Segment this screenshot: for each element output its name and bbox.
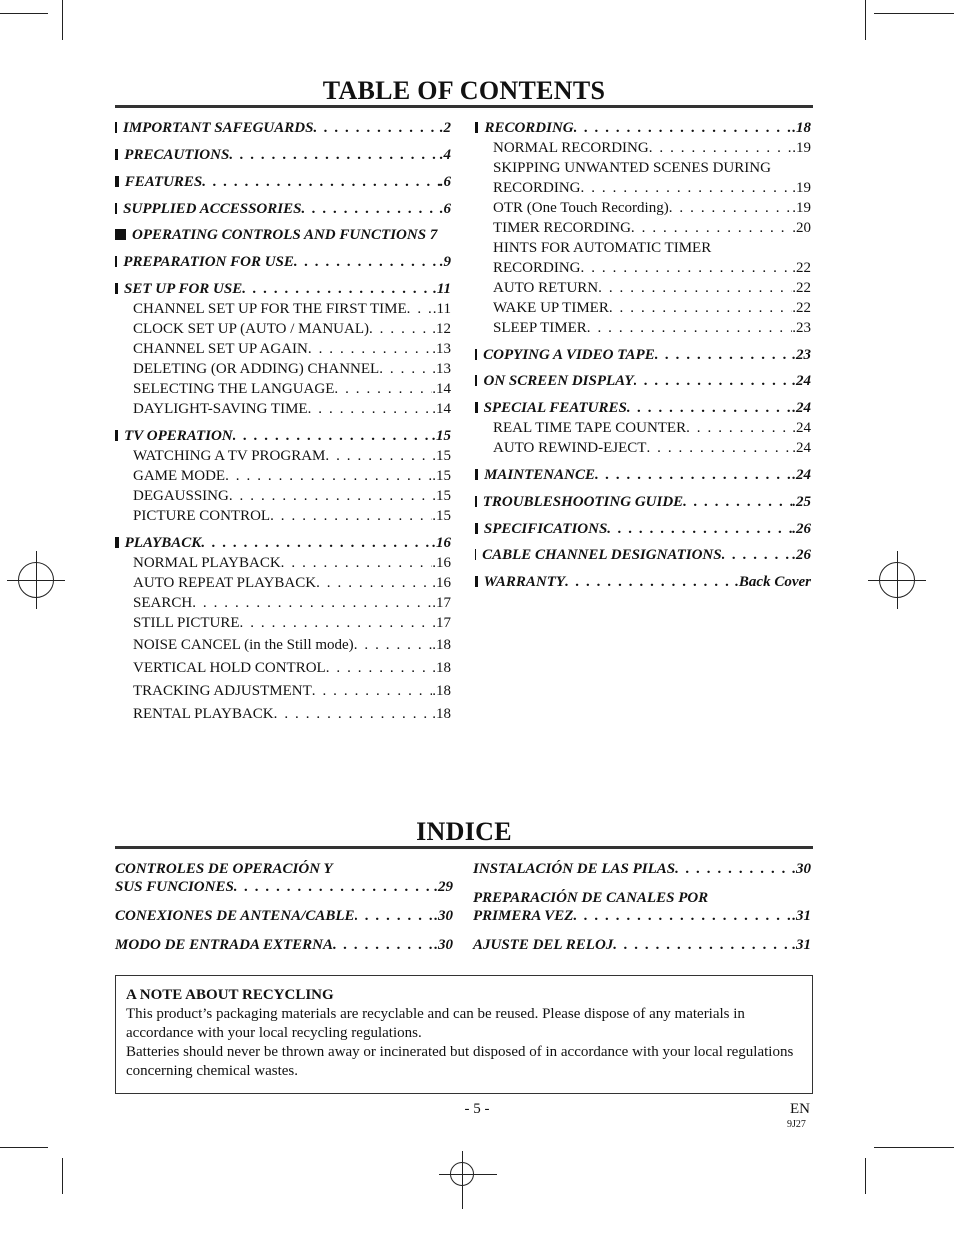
leader-dots: [225, 466, 432, 486]
toc-page-number: .19: [792, 140, 811, 156]
leader-dots: [587, 318, 792, 338]
toc-label: COPYING A VIDEO TAPE: [483, 347, 655, 363]
toc-page-number: .25: [792, 494, 811, 510]
indice-label-line: CONTROLES DE OPERACIÓN Y: [115, 861, 333, 877]
toc-subentry: [115, 658, 451, 678]
bullet-square-icon: [115, 537, 119, 548]
leader-dots: [565, 572, 735, 592]
toc-page-number: .11: [433, 281, 451, 297]
bullet-square-icon: [115, 122, 117, 133]
toc-label: SLEEP TIMER: [493, 320, 587, 336]
toc-section-entry: [475, 345, 811, 365]
leader-dots: [649, 138, 793, 158]
indice-page-number: .31: [792, 908, 811, 924]
toc-page-number: .16: [432, 555, 451, 571]
bullet-square-icon: [475, 402, 478, 413]
toc-subentry: [475, 438, 811, 458]
indice-entry: [115, 907, 453, 925]
toc-label: WAKE UP TIMER: [493, 300, 609, 316]
toc-page-number: .12: [432, 321, 451, 337]
toc-label: CHANNEL SET UP FOR THE FIRST TIME: [133, 301, 407, 317]
leader-dots: [242, 279, 433, 299]
toc-page-number: .15: [432, 488, 451, 504]
toc-label: PICTURE CONTROL: [133, 508, 271, 524]
toc-label: NOISE CANCEL (in the Still mode): [133, 637, 354, 653]
toc-page-number: .13: [432, 361, 451, 377]
toc-subentry: [115, 466, 451, 486]
leader-dots: [355, 907, 435, 925]
indice-row: [115, 907, 453, 925]
toc-label: SET UP FOR USE: [124, 281, 243, 297]
toc-subentry: [475, 298, 811, 318]
leader-dots: [308, 339, 432, 359]
crop-mark: [874, 1147, 954, 1148]
toc-label: VERTICAL HOLD CONTROL: [133, 660, 326, 676]
toc-label: PLAYBACK: [124, 535, 202, 551]
toc-label: AUTO REPEAT PLAYBACK: [133, 575, 317, 591]
toc-section-entry: [115, 426, 451, 446]
toc-section-entry: [475, 572, 811, 592]
indice-entry: [473, 889, 811, 925]
bullet-square-icon: [115, 430, 118, 441]
toc-subentry: [475, 258, 811, 278]
note-paragraph: This product’s packaging materials are recyclable and can be reused. Please dispose of any materials in accordance with your local recycling regulations.: [126, 1006, 745, 1041]
toc-label: REAL TIME TAPE COUNTER: [493, 420, 687, 436]
toc-section-entry: [115, 145, 451, 165]
leader-dots: [607, 519, 792, 539]
leader-dots: [316, 573, 432, 593]
indice-label: MODO DE ENTRADA EXTERNA: [115, 937, 333, 953]
indice-row: [115, 936, 453, 954]
toc-page-number: .15: [432, 508, 451, 524]
toc-label: CHANNEL SET UP AGAIN: [133, 341, 308, 357]
toc-subentry: [475, 218, 811, 238]
indice-entry: [115, 860, 453, 896]
toc-label: AUTO RETURN: [493, 280, 599, 296]
crop-mark: [874, 13, 954, 14]
toc-page-number: .13: [432, 341, 451, 357]
toc-page-number: .6: [439, 201, 451, 217]
toc-section-entry: [115, 172, 451, 192]
toc-subentry: [115, 681, 451, 701]
toc-page-number: .20: [792, 220, 811, 236]
toc-subentry: [115, 553, 451, 573]
bullet-square-icon: [115, 149, 118, 160]
toc-section-entry: [475, 398, 811, 418]
toc-subentry: [115, 613, 451, 633]
bullet-square-icon: [115, 203, 117, 214]
registration-mark: [18, 562, 54, 598]
toc-subentry: [115, 299, 451, 319]
registration-mark: [450, 1162, 474, 1186]
leader-dots: [581, 178, 793, 198]
leader-dots: [313, 118, 439, 138]
toc-label: TROUBLESHOOTING GUIDE: [482, 494, 684, 510]
toc-section-entry: [475, 118, 811, 138]
toc-subentry: [475, 418, 811, 438]
indice-entry: [473, 860, 811, 878]
recycling-note: [115, 975, 813, 1094]
indice-entry: [473, 936, 811, 954]
toc-label: DAYLIGHT-SAVING TIME: [133, 401, 308, 417]
toc-label: NORMAL PLAYBACK: [133, 555, 281, 571]
toc-title: TABLE OF CONTENTS: [322, 76, 606, 105]
indice-left-column: [115, 860, 453, 965]
toc-label: AUTO REWIND-EJECT: [493, 440, 647, 456]
toc-label: SUPPLIED ACCESSORIES: [123, 201, 302, 217]
leader-dots: [240, 613, 433, 633]
toc-section-entry: [475, 545, 811, 565]
toc-page-number: .19: [792, 180, 811, 196]
toc-left-column: [115, 118, 451, 724]
toc-subentry: [115, 319, 451, 339]
toc-page-number: .22: [792, 280, 811, 296]
indice-label: PRIMERA VEZ: [473, 908, 574, 924]
crop-mark: [62, 0, 63, 40]
toc-page-number: .24: [792, 467, 811, 483]
toc-label: CLOCK SET UP (AUTO / MANUAL): [133, 321, 369, 337]
indice-label: CONEXIONES DE ANTENA/CABLE: [115, 908, 355, 924]
indice-row: [473, 907, 811, 925]
toc-section-entry: [475, 371, 811, 391]
indice-rule: [115, 846, 813, 849]
crop-mark: [865, 1158, 866, 1194]
leader-dots: [201, 533, 432, 553]
indice-label-line: PREPARACIÓN DE CANALES POR: [473, 890, 709, 906]
leader-dots: [595, 465, 792, 485]
toc-page-number: .15: [432, 468, 451, 484]
leader-dots: [574, 118, 793, 138]
bullet-square-icon: [115, 256, 117, 267]
leader-dots: [686, 418, 792, 438]
toc-subentry: [475, 318, 811, 338]
bullet-square-icon: [475, 496, 477, 507]
leader-dots: [683, 492, 792, 512]
toc-page-number: .14: [432, 381, 451, 397]
toc-section-entry: [115, 118, 451, 138]
toc-subentry: [475, 178, 811, 198]
toc-section-entry: [475, 519, 811, 539]
toc-page-number: .18: [432, 683, 451, 699]
toc-label: PREPARATION FOR USE: [123, 254, 294, 270]
leader-dots: [722, 545, 793, 565]
toc-subentry: [115, 486, 451, 506]
language-code: EN: [790, 1101, 810, 1117]
toc-label: SELECTING THE LANGUAGE: [133, 381, 335, 397]
document-code: 9J27: [787, 1119, 806, 1130]
bullet-square-icon: [475, 576, 478, 587]
crop-mark: [0, 13, 48, 14]
toc-page-number: .17: [432, 615, 451, 631]
toc-label: GAME MODE: [133, 468, 226, 484]
indice-row: [473, 860, 811, 878]
toc-page-number: .18: [432, 706, 451, 722]
leader-dots: [234, 878, 434, 896]
toc-label: DELETING (OR ADDING) CHANNEL: [133, 361, 380, 377]
leader-dots: [379, 359, 432, 379]
leader-dots: [325, 446, 432, 466]
toc-label: ON SCREEN DISPLAY: [483, 373, 634, 389]
toc-page-number: .15: [432, 428, 451, 444]
toc-page-number: .26: [792, 547, 811, 563]
leader-dots: [609, 298, 792, 318]
indice-page-number: .29: [434, 879, 453, 895]
bullet-square-icon: [115, 229, 126, 240]
toc-page-number: .22: [792, 260, 811, 276]
toc-page-number: .11: [432, 301, 451, 317]
toc-section-entry: [475, 492, 811, 512]
toc-label: RENTAL PLAYBACK: [133, 706, 274, 722]
leader-dots: [229, 486, 432, 506]
indice-title: INDICE: [416, 817, 512, 846]
toc-page-number: .22: [792, 300, 811, 316]
toc-subentry: [115, 379, 451, 399]
toc-label: TRACKING ADJUSTMENT: [133, 683, 312, 699]
registration-mark: [879, 562, 915, 598]
toc-label: HINTS FOR AUTOMATIC TIMER: [493, 240, 712, 256]
toc-subentry: [115, 635, 451, 655]
toc-page-number: .16: [432, 535, 451, 551]
toc-page-number: .16: [432, 575, 451, 591]
indice-entry: [115, 936, 453, 954]
leader-dots: [281, 553, 433, 573]
leader-dots: [192, 593, 432, 613]
leader-dots: [675, 860, 792, 878]
indice-row: [473, 936, 811, 954]
toc-label: IMPORTANT SAFEGUARDS: [122, 120, 314, 136]
toc-page-number: .4: [439, 147, 451, 163]
toc-label: PRECAUTIONS: [124, 147, 230, 163]
toc-subentry: [475, 238, 811, 258]
toc-page-number: .9: [439, 254, 451, 270]
note-title: A NOTE ABOUT RECYCLING: [126, 987, 334, 1003]
indice-label: INSTALACIÓN DE LAS PILAS: [473, 861, 676, 877]
toc-subentry: [115, 593, 451, 613]
toc-section-entry: [475, 465, 811, 485]
leader-dots: [301, 199, 439, 219]
toc-page-number: .24: [792, 400, 811, 416]
toc-subentry: [115, 359, 451, 379]
leader-dots: [294, 252, 440, 272]
toc-section-entry: [115, 225, 451, 245]
toc-section-entry: [115, 279, 451, 299]
bullet-square-icon: [115, 283, 118, 294]
leader-dots: [634, 371, 793, 391]
leader-dots: [274, 704, 433, 724]
indice-label: SUS FUNCIONES: [115, 879, 234, 895]
toc-label: STILL PICTURE: [133, 615, 240, 631]
leader-dots: [573, 907, 792, 925]
toc-label: MAINTENANCE: [484, 467, 595, 483]
toc-page-number: .18: [432, 637, 451, 653]
toc-section-entry: [115, 199, 451, 219]
leader-dots: [631, 218, 792, 238]
toc-page-number: .26: [792, 521, 811, 537]
toc-label: TV OPERATION: [124, 428, 233, 444]
toc-subentry: [115, 704, 451, 724]
toc-page-number: .24: [792, 440, 811, 456]
toc-label: SPECIFICATIONS: [483, 521, 608, 537]
leader-dots: [333, 936, 434, 954]
leader-dots: [646, 438, 792, 458]
indice-page-number: .30: [792, 861, 811, 877]
leader-dots: [326, 658, 433, 678]
indice-page-number: .30: [434, 908, 453, 924]
note-paragraph: Batteries should never be thrown away or incinerated but disposed of in accordance with your local regulations concerning chemical wastes.: [126, 1044, 794, 1079]
toc-label: RECORDING: [484, 120, 574, 136]
page-number: - 5 -: [464, 1101, 490, 1117]
toc-label: WARRANTY: [483, 574, 566, 590]
toc-label: OPERATING CONTROLS AND FUNCTIONS 7: [132, 227, 438, 243]
toc-page-number: .18: [792, 120, 811, 136]
leader-dots: [598, 278, 792, 298]
leader-dots: [202, 172, 439, 192]
toc-page-number: .6: [439, 174, 451, 190]
toc-page-number: .24: [792, 373, 811, 389]
bullet-square-icon: [115, 176, 119, 187]
leader-dots: [354, 635, 433, 655]
leader-dots: [233, 426, 433, 446]
toc-label: WATCHING A TV PROGRAM: [133, 448, 326, 464]
toc-subentry: [475, 158, 811, 178]
toc-page-number: .17: [432, 595, 451, 611]
toc-label: NORMAL RECORDING: [493, 140, 649, 156]
indice-page-number: .31: [792, 937, 811, 953]
toc-subentry: [475, 138, 811, 158]
leader-dots: [581, 258, 793, 278]
toc-page-number: .23: [792, 320, 811, 336]
leader-dots: [613, 936, 792, 954]
toc-subentry: [475, 278, 811, 298]
bullet-square-icon: [475, 523, 478, 534]
toc-subentry: [115, 399, 451, 419]
toc-label: OTR (One Touch Recording): [493, 200, 669, 216]
toc-subentry: [115, 339, 451, 359]
toc-label: DEGAUSSING: [133, 488, 229, 504]
toc-page-number: .18: [432, 660, 451, 676]
bullet-square-icon: [475, 469, 478, 480]
leader-dots: [229, 145, 439, 165]
toc-subentry: [115, 446, 451, 466]
toc-page-number: .Back Cover: [735, 574, 811, 590]
toc-label: TIMER RECORDING: [493, 220, 631, 236]
toc-section-entry: [115, 533, 451, 553]
indice-page-number: .30: [434, 937, 453, 953]
crop-mark: [0, 1147, 48, 1148]
bullet-square-icon: [475, 375, 477, 386]
toc-page-number: .15: [432, 448, 451, 464]
crop-mark: [865, 0, 866, 40]
leader-dots: [270, 506, 432, 526]
leader-dots: [308, 399, 433, 419]
toc-label: SPECIAL FEATURES: [483, 400, 627, 416]
toc-page-number: .2: [439, 120, 451, 136]
toc-label: RECORDING: [493, 180, 581, 196]
leader-dots: [369, 319, 432, 339]
toc-subentry: [475, 198, 811, 218]
toc-subentry: [115, 506, 451, 526]
toc-label: RECORDING: [493, 260, 581, 276]
toc-page-number: .14: [432, 401, 451, 417]
toc-rule: [115, 105, 813, 108]
leader-dots: [627, 398, 792, 418]
toc-page-number: .19: [792, 200, 811, 216]
crop-mark: [62, 1158, 63, 1194]
toc-label: SKIPPING UNWANTED SCENES DURING: [493, 160, 771, 176]
indice-right-column: [473, 860, 811, 965]
leader-dots: [669, 198, 793, 218]
indice-row: [115, 878, 453, 896]
leader-dots: [655, 345, 793, 365]
bullet-square-icon: [475, 349, 477, 360]
toc-label: FEATURES: [124, 174, 203, 190]
toc-label: CABLE CHANNEL DESIGNATIONS: [482, 547, 722, 563]
toc-label: SEARCH: [133, 595, 193, 611]
leader-dots: [334, 379, 432, 399]
toc-section-entry: [115, 252, 451, 272]
toc-page-number: .23: [792, 347, 811, 363]
indice-label: AJUSTE DEL RELOJ: [473, 937, 614, 953]
toc-subentry: [115, 573, 451, 593]
toc-page-number: .24: [792, 420, 811, 436]
leader-dots: [312, 681, 432, 701]
leader-dots: [407, 299, 433, 319]
toc-right-column: [475, 118, 811, 592]
bullet-square-icon: [475, 549, 476, 560]
bullet-square-icon: [475, 122, 478, 133]
